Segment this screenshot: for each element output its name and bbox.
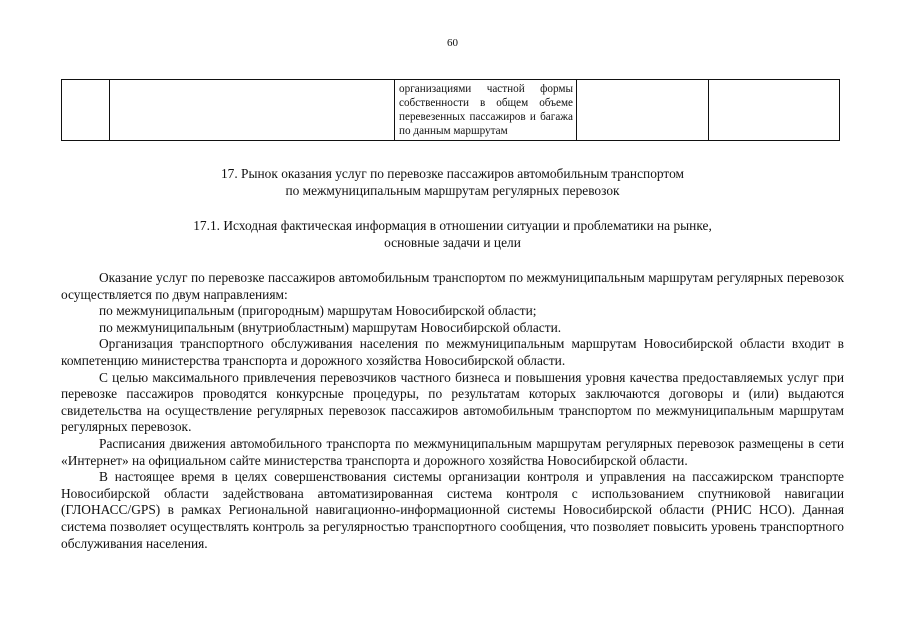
table-cell-5: [709, 80, 840, 141]
page-number: 60: [447, 37, 458, 49]
paragraph: по межмуниципальным (внутриобластным) маршрутам Новосибирской области.: [99, 319, 562, 335]
paragraph: В настоящее время в целях совершенствования системы организации контроля и управления на пассажирском транспорте Новосибирской области задействована автоматизированная система контроля с использованием спутниковой навигации (ГЛОНАСС/GPS) в рамках Региональной навигационно-информационной системы Новосибирской области (РНИС НСО). Данная система позволяет осуществлять контроль за регулярностью транспортного сообщения, что позволяет повысить уровень транспортного обслуживания населения.: [61, 469, 844, 551]
continuation-table: [61, 79, 840, 141]
section-heading: [0, 166, 905, 199]
paragraph: Расписания движения автомобильного транспорта по межмуниципальным маршрутам регулярных перевозок размещены в сети «Интернет» на официальном сайте министерства транспорта и дорожного хозяйства Новосибирской области.: [61, 435, 844, 468]
subsection-heading-line-2: основные задачи и цели: [384, 234, 521, 250]
subsection-heading-line-1: 17.1. Исходная фактическая информация в отношении ситуации и проблематики на рынке,: [193, 218, 712, 233]
table-cell-1: [62, 80, 110, 141]
subsection-heading: [0, 218, 905, 251]
section-heading-line-2: по межмуниципальным маршрутам регулярных перевозок: [285, 182, 620, 198]
table-cell-2: [110, 80, 395, 141]
table-row: [62, 80, 840, 141]
table-cell-4: [577, 80, 709, 141]
paragraph: по межмуниципальным (пригородным) маршрутам Новосибирской области;: [99, 303, 537, 319]
paragraph: Оказание услуг по перевозке пассажиров автомобильным транспортом по межмуниципальным маршрутам регулярных перевозок осуществляется по двум направлениям:: [61, 270, 844, 302]
body-text: [61, 270, 844, 552]
section-heading-line-1: 17. Рынок оказания услуг по перевозке пассажиров автомобильным транспортом: [220, 166, 685, 181]
table-cell-indicator: организациями частной формы собственности в общем объеме перевезенных пассажиров и багажа по данным маршрутам: [395, 80, 577, 141]
paragraph: Организация транспортного обслуживания населения по межмуниципальным маршрутам Новосибирской области входит в компетенцию министерства транспорта и дорожного хозяйства Новосибирской области.: [61, 336, 844, 368]
paragraph: С целью максимального привлечения перевозчиков частного бизнеса и повышения уровня качества предоставляемых услуг при перевозке пассажиров проводятся конкурсные процедуры, по результатам которых заключаются договоры и (или) выдаются свидетельства на осуществление регулярных перевозок пассажиров автомобильным транспортом по межмуниципальным маршрутам регулярных перевозок.: [61, 369, 844, 435]
